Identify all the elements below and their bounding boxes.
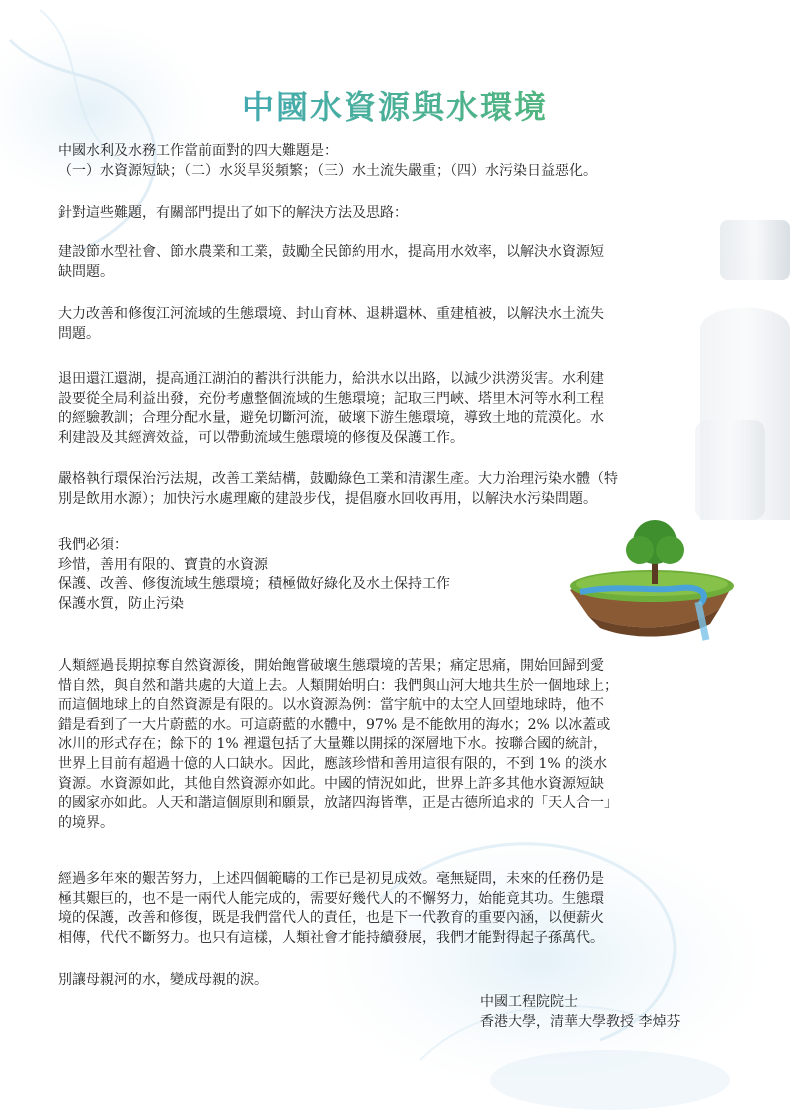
measure-paragraph xyxy=(58,305,734,344)
text-line: 資源。水資源如此，其他自然資源亦如此。中國的情況如此，世界上許多其他水資源短缺 xyxy=(58,775,604,792)
text-line: 設要從全局利益出發，充份考慮整個流域的生態環境；記取三門峽、塔里木河等水利工程 xyxy=(58,390,604,407)
measure-paragraph xyxy=(58,470,734,509)
musts-heading: 我們必須： xyxy=(58,537,128,553)
text-line: 嚴格執行環保治污法規，改善工業結構，鼓勵綠色工業和清潔生產。大力治理污染水體（特 xyxy=(58,471,618,487)
closing-line xyxy=(58,971,734,991)
text-line: 冰川的形式存在；餘下的 1% 裡還包括了大量難以開採的深層地下水。按聯合國的統計， xyxy=(58,736,608,753)
text-line: 錯是看到了一大片蔚藍的水。可這蔚藍的水體中，97% 是不能飲用的海水；2% 以冰蓋或 xyxy=(58,716,611,733)
text-line: 境的保護，改善和修復，既是我們當代人的責任，也是下一代教育的重要內涵，以便薪火 xyxy=(58,910,604,927)
page-title: 中國水資源與水環境 xyxy=(0,82,790,128)
text-line: 缺問題。 xyxy=(58,263,114,280)
text-line: 相傳，代代不斷努力。也只有這樣，人類社會才能持續發展，我們才能對得起子孫萬代。 xyxy=(58,929,604,946)
reflection-paragraph xyxy=(58,657,734,833)
text-line: 而這個地球上的自然資源是有限的。以水資源為例：當宇航中的太空人回望地球時，他不 xyxy=(58,697,604,714)
list-item: 保護、改善、修復流域生態環境；積極做好綠化及水土保持工作 xyxy=(58,576,450,593)
measure-paragraph xyxy=(58,243,734,282)
text-line: 針對這些難題，有關部門提出了如下的解決方法及思路： xyxy=(58,205,408,221)
text-line: 問題。 xyxy=(58,325,100,342)
text-line: 別讓母親河的水，變成母親的淚。 xyxy=(58,972,268,988)
progress-paragraph xyxy=(58,870,734,948)
island-tree-illustration xyxy=(560,512,740,642)
text-line: 的經驗教訓；合理分配水量，避免切斷河流，破壞下游生態環境，導致土地的荒漠化。水 xyxy=(58,410,604,427)
text-line: 的國家亦如此。人天和諧這個原則和願景，放諸四海皆準，正是古德所追求的「天人合一」 xyxy=(58,795,618,812)
text-line: 極其艱巨的，也不是一兩代人能完成的，需要好幾代人的不懈努力，始能竟其功。生態環 xyxy=(58,890,604,907)
text-line: 的境界。 xyxy=(58,814,114,831)
author-signature xyxy=(480,993,680,1032)
text-line: 建設節水型社會、節水農業和工業，鼓勵全民節約用水，提高用水效率，以解決水資源短 xyxy=(58,244,604,260)
intro-paragraph xyxy=(58,142,734,181)
musts-list xyxy=(58,536,450,614)
text-line: （一）水資源短缺；（二）水災旱災頻繁；（三）水土流失嚴重；（四）水污染日益惡化。 xyxy=(58,162,597,179)
text-line: 別是飲用水源）；加快污水處理廠的建設步伐，提倡廢水回收再用，以解決水污染問題。 xyxy=(58,490,597,507)
text-line: 世界上目前有超過十億的人口缺水。因此，應該珍惜和善用這很有限的，不到 1% 的淡水 xyxy=(58,755,608,772)
text-line: 大力改善和修復江河流域的生態環境、封山育林、退耕還林、重建植被，以解決水土流失 xyxy=(58,306,604,322)
text-line: 惜自然，與自然和諧共處的大道上去。人類開始明白：我們與山河大地共生於一個地球上； xyxy=(58,677,618,694)
text-line: 中國水利及水務工作當前面對的四大難題是： xyxy=(58,143,338,159)
text-line: 人類經過長期掠奪自然資源後，開始飽嘗破壞生態環境的苦果；痛定思痛，開始回歸到愛 xyxy=(58,658,604,674)
measure-paragraph xyxy=(58,370,734,448)
text-line: 經過多年來的艱苦努力，上述四個範疇的工作已是初見成效。毫無疑問，未來的任務仍是 xyxy=(58,871,604,887)
text-line: 利建設及其經濟效益，可以帶動流域生態環境的修復及保護工作。 xyxy=(58,429,464,446)
list-item: 珍惜，善用有限的、寶貴的水資源 xyxy=(58,556,268,573)
list-item: 保護水質，防止污染 xyxy=(58,595,184,612)
author-affiliation: 香港大學，清華大學教授 李焯芬 xyxy=(480,1013,681,1030)
text-line: 退田還江還湖，提高通江湖泊的蓄洪行洪能力，給洪水以出路，以減少洪澇災害。水利建 xyxy=(58,371,604,387)
approach-paragraph xyxy=(58,204,734,224)
author-title: 中國工程院院士 xyxy=(480,994,578,1010)
